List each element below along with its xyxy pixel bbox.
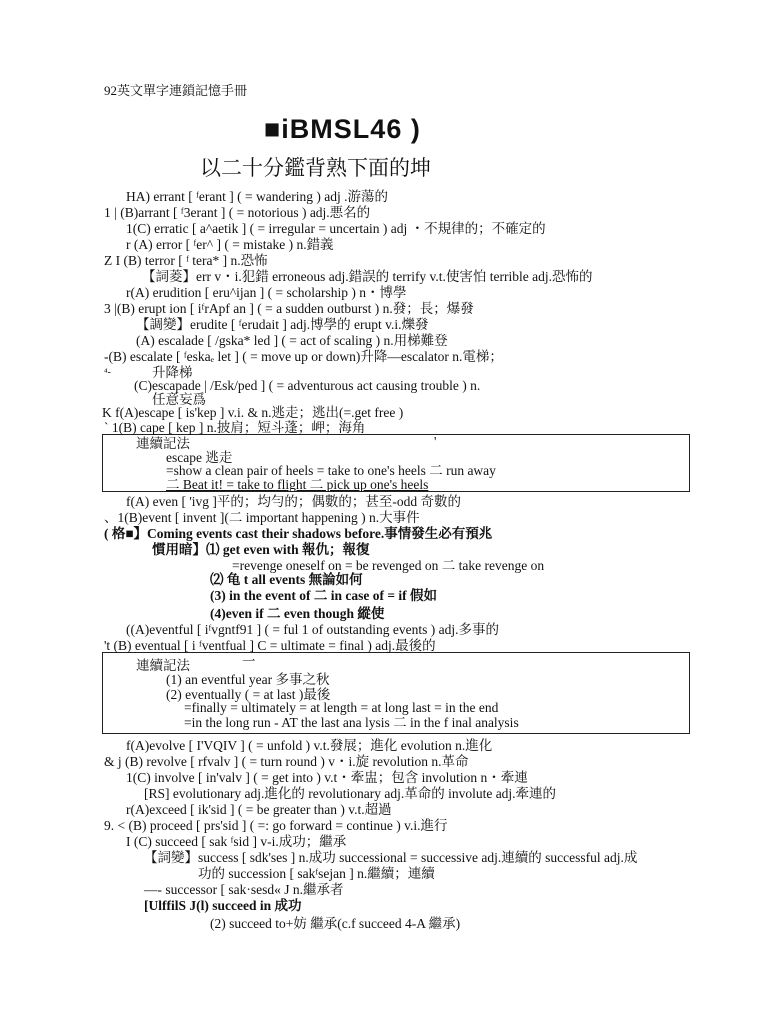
memory-eventful-3: =finally = ultimately = at length = at long last = in the end xyxy=(184,700,499,715)
entry-terror: Z I (B) terror [ ᶠ tera* ] n.恐怖 xyxy=(104,253,268,268)
entry-eruption: 3 |(B) erupt ion [ iᶠrApf an ] ( = a sudden outburst ) n.發；長；爆發 xyxy=(104,301,474,316)
idiom-get-even-syn: =revenge oneself on = be revenged on 二 take revenge on xyxy=(232,558,545,573)
entry-even: f(A) even [ 'ivg ]平的；均勻的；偶數的；甚至-odd 奇數的 xyxy=(126,494,462,509)
entry-eventful: ((A)eventful [ iᶠvgntf91 ] ( = ful 1 of outstanding events ) adj.多事的 xyxy=(126,622,499,637)
idiom-get-even: 慣用暗】⑴ get even with 報仇；報復 xyxy=(152,542,370,557)
memory-box-label: 連續記法 xyxy=(136,436,190,451)
memory-eventful-1: (1) an eventful year 多事之秋 xyxy=(166,672,330,687)
entry-escalade: (A) escalade [ /gska* led ] ( = act of scaling ) n.用梯難登 xyxy=(136,333,448,348)
memory-box2-dash: 一 xyxy=(242,654,256,669)
entry-exceed: r(A)exceed [ ik'sid ] ( = be greater than ) v.t.超過 xyxy=(126,802,392,817)
word-change-err: 【詞菱】err v・i.犯錯 erroneous adj.錯誤的 terrify v.t.使害怕 terrible adj.恐怖的 xyxy=(142,269,593,284)
memory-box2-label: 連續記法 xyxy=(136,658,190,673)
entry-erratic: 1(C) erratic [ a^aetik ] ( = irregular = uncertain ) adj ・不規律的；不確定的 xyxy=(126,221,546,236)
entry-event: 、1(B)event [ invent ](二 important happening ) n.大事件 xyxy=(104,510,420,525)
entry-eventual: 't (B) eventual [ i ᶠventfual ] C = ultimate = final ) adj.最後的 xyxy=(104,638,436,653)
memory-escape-3: 二 Beat it! = take to flight 二 pick up one's heels xyxy=(166,477,429,492)
entry-error: r (A) error [ ᶠer^ ] ( = mistake ) n.錯義 xyxy=(126,237,334,252)
entry-escape: K f(A)escape [ is'kep ] v.i. & n.逃走；逃出(=.get free ) xyxy=(102,405,404,420)
word-change-success: 【詞變】success [ sdk'ses ] n.成功 successional = successive adj.連續的 successful adj.成 xyxy=(144,850,638,865)
entry-escalate-gloss: 升降梯 xyxy=(152,365,193,380)
idiom-in-the-event: (3) in the event of 二 in case of = if 假如 xyxy=(210,588,438,603)
entry-escapade: (C)escapade | /Esk/ped ] ( = adventurous act causing trouble ) n. xyxy=(134,378,481,393)
idiom-succeed-to: (2) succeed to+妨 繼承(c.f succeed 4-A 繼承) xyxy=(210,916,461,931)
book-header: 92英文單字連鎖記憶手冊 xyxy=(104,83,248,98)
word-change-erudite: 【調變】erudite [ ᶠerudait ] adj.博學的 erupt v.i.爍發 xyxy=(136,317,429,332)
entry-proceed: 9. < (B) proceed [ prs'sid ] ( =: go forward = continue ) v.i.進行 xyxy=(104,818,448,833)
idiom-at-all-events: ⑵ 龟 t all events 無論如何 xyxy=(210,572,363,587)
entry-successor: —- successor [ sak·sesd« J n.繼承者 xyxy=(144,882,344,897)
entry-involve: 1(C) involve [ in'valv ] ( = get into ) v.t・牽盅；包含 involution n・牽連 xyxy=(126,770,528,785)
page-subtitle: 以二十分鑑背熟下面的坤 xyxy=(200,156,431,180)
memory-escape-1: escape 逃走 xyxy=(166,450,233,465)
entry-succeed: I (C) succeed [ sak ᶠsid ] v-i.成功；繼承 xyxy=(126,834,347,849)
word-change-evolutionary: [RS] evolutionary adj.進化的 revolutionary adj.革命的 involute adj.牽連的 xyxy=(144,786,557,801)
entry-erudition: r(A) erudition [ eru^ijan ] ( = scholarship ) n・博學 xyxy=(126,285,407,300)
entry-escapade-gloss: 任意妄爲 xyxy=(152,392,206,407)
margin-mark: ⁴- xyxy=(104,367,111,378)
memory-box-tick: ' xyxy=(434,434,437,449)
word-change-success-cont: 功的 succession [ sakᶠsejan ] n.繼續；連續 xyxy=(198,866,435,881)
page-title: ■iBMSL46 ) xyxy=(264,114,421,144)
memory-eventful-4: =in the long run - AT the last ana lysis 二 in the f inal analysis xyxy=(184,715,519,730)
entry-evolve: f(A)evolve [ I'VQIV ] ( = unfold ) v.t.發展；進化 evolution n.進化 xyxy=(126,738,493,753)
entry-escalate: -(B) escalate [ ᶠeskaₑ let ] ( = move up or down)升降—escalator n.電梯； xyxy=(104,349,503,364)
entry-errant: HA) errant [ ᶠerant ] ( = wandering ) adj .游蕩的 xyxy=(126,189,388,204)
idiom-even-if: (4)even if 二 even though 縱使 xyxy=(210,606,385,621)
entry-arrant: 1 | (B)arrant [ ᶠ3erant ] ( = notorious ) adj.悪名的 xyxy=(104,205,371,220)
proverb-line: ( 格■】Coming events cast their shadows before.事情發生必有預兆 xyxy=(104,526,493,541)
memory-escape-2: =show a clean pair of heels = take to one's heels 二 run away xyxy=(166,463,496,478)
memory-eventful-2: (2) eventually ( = at last )最後 xyxy=(166,687,331,702)
entry-cape: ` 1(B) cape [ kep ] n.披肩；短斗蓬；岬；海角 xyxy=(104,420,366,435)
entry-revolve: & j (B) revolve [ rfvalv ] ( = turn round ) v・i.旋 revolution n.革命 xyxy=(104,754,469,769)
idiom-succeed-in: [UlffilS J(l) succeed in 成功 xyxy=(144,898,302,913)
